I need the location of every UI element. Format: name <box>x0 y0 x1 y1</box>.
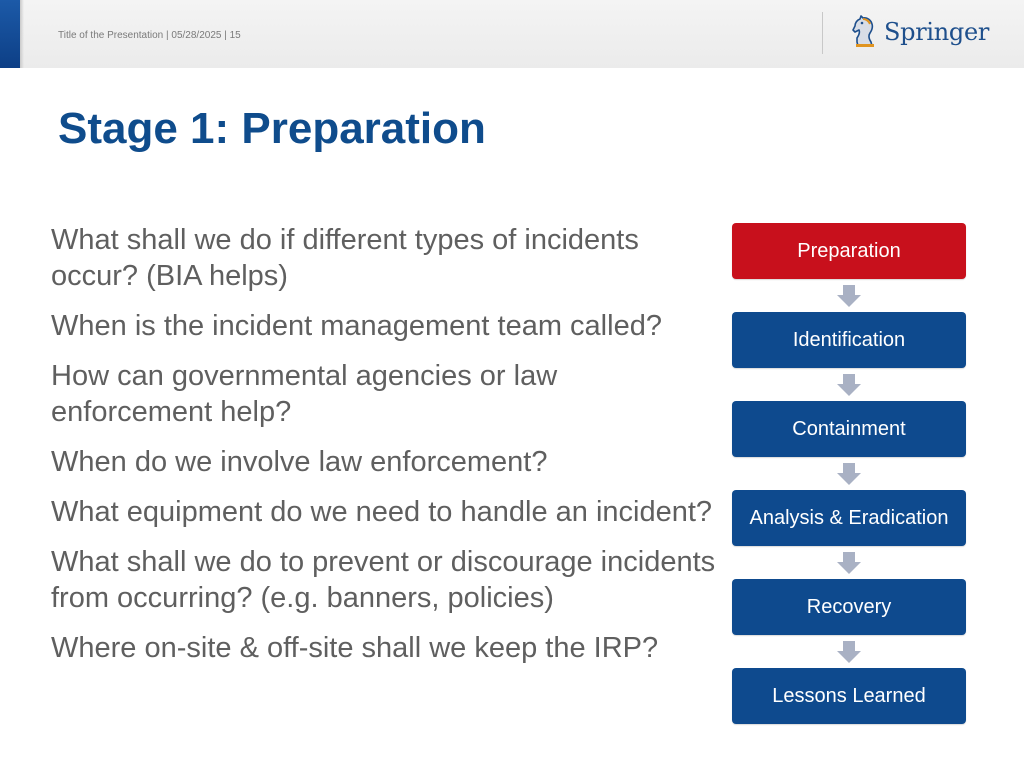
bullet-item: What shall we do to prevent or discourage incidents from occurring? (e.g. banners, policies) <box>51 546 716 614</box>
logo-wordmark: Springer <box>884 18 990 46</box>
process-step-analysis-eradication: Analysis & Eradication <box>732 490 966 546</box>
bullet-item: When do we involve law enforcement? <box>51 446 548 478</box>
process-step-recovery: Recovery <box>732 579 966 635</box>
header-divider <box>822 12 823 54</box>
down-arrow-icon <box>732 546 966 579</box>
presentation-info: Title of the Presentation | 05/28/2025 | 15 <box>58 30 241 41</box>
header-accent-shade <box>20 0 24 68</box>
bullet-item: What shall we do if different types of incidents occur? (BIA helps) <box>51 224 639 292</box>
down-arrow-icon <box>732 635 966 668</box>
bullet-item: When is the incident management team called? <box>51 310 662 342</box>
springer-logo <box>850 14 989 50</box>
process-step-identification: Identification <box>732 312 966 368</box>
down-arrow-icon <box>732 457 966 490</box>
process-flow <box>732 223 966 724</box>
slide-title: Stage 1: Preparation <box>58 104 486 153</box>
slide-header <box>0 0 1024 68</box>
bullet-list <box>51 222 721 680</box>
bullet-item: What equipment do we need to handle an incident? <box>51 496 713 528</box>
bullet-item: Where on-site & off-site shall we keep the IRP? <box>51 632 659 664</box>
chess-knight-icon <box>850 15 880 49</box>
process-step-lessons-learned: Lessons Learned <box>732 668 966 724</box>
process-step-containment: Containment <box>732 401 966 457</box>
down-arrow-icon <box>732 279 966 312</box>
process-step-preparation: Preparation <box>732 223 966 279</box>
down-arrow-icon <box>732 368 966 401</box>
bullet-item: How can governmental agencies or law enforcement help? <box>51 360 558 428</box>
header-accent-bar <box>0 0 20 68</box>
